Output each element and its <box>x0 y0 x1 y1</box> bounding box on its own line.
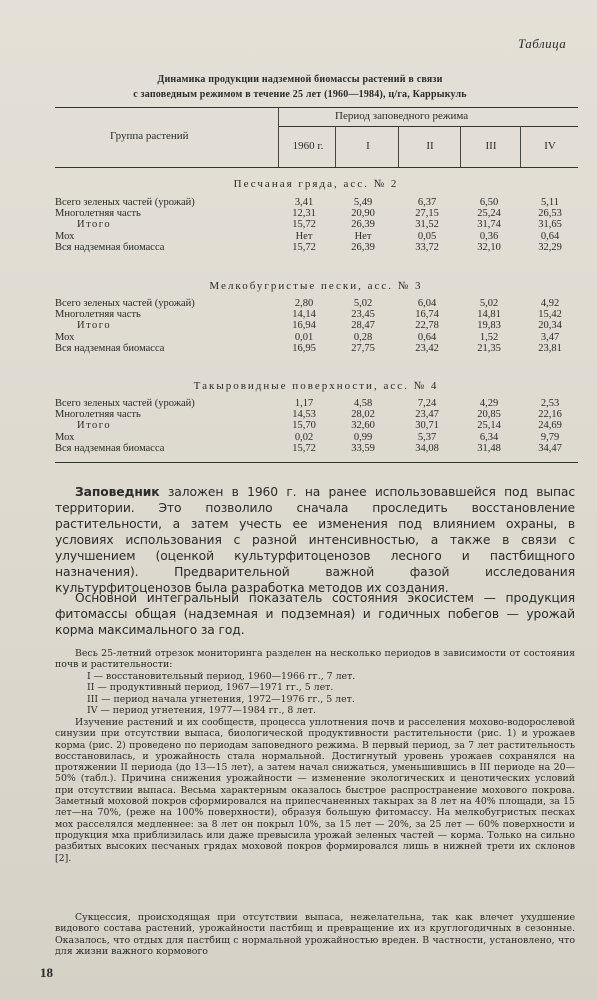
header-divider <box>335 126 336 167</box>
cell: 2,53 <box>540 398 560 409</box>
row-label: Мох <box>55 431 75 443</box>
column-header-III: III <box>485 140 497 152</box>
cell: Нет <box>354 230 372 242</box>
bold-term: Заповедник <box>75 485 160 499</box>
cell: 5,02 <box>479 298 499 309</box>
cell: 12,31 <box>292 208 316 220</box>
row-label: Многолетняя часть <box>55 409 141 421</box>
caption-line-2: с заповедным режимом в течение 25 лет (1960—1984), ц/га, Каррыкуль <box>133 89 467 100</box>
cell: 26,39 <box>351 219 375 231</box>
cell: 16,94 <box>292 320 316 332</box>
row-label: Итого <box>77 420 112 432</box>
cell: 0,36 <box>479 230 499 242</box>
table-tag: Таблица <box>518 36 567 51</box>
header-divider <box>520 126 521 167</box>
table-bottom-rule <box>55 462 578 463</box>
cell: 0,64 <box>540 230 560 242</box>
cell: 30,71 <box>415 420 439 432</box>
cell: 6,04 <box>417 298 437 309</box>
body-paragraph <box>55 484 575 596</box>
cell: 32,29 <box>538 241 562 253</box>
header-divider <box>460 126 461 167</box>
cell: 23,81 <box>538 342 562 354</box>
column-header-1960: 1960 г. <box>292 140 324 152</box>
row-label: Многолетняя часть <box>55 208 141 220</box>
cell: 6,50 <box>479 197 499 208</box>
header-divider <box>278 107 279 167</box>
cell: 15,42 <box>538 309 562 321</box>
cell: 21,35 <box>477 342 501 354</box>
table-row <box>55 309 575 320</box>
cell: 0,64 <box>417 331 437 343</box>
cell: 28,47 <box>351 320 375 332</box>
section-title: Мелкобугристые пески, асс. № 3 <box>209 280 423 292</box>
list-item: III — период начала угнетения, 1972—1976 гг., 5 лет. <box>87 693 355 705</box>
cell: 23,45 <box>351 309 375 321</box>
cell: 23,42 <box>415 342 439 354</box>
cell: 27,75 <box>351 342 375 354</box>
row-label: Вся надземная биомасса <box>55 241 165 253</box>
table-row <box>55 197 575 208</box>
cell: 34,08 <box>415 442 439 454</box>
period-list <box>55 671 575 716</box>
paragraph-text: заложен в 1960 г. на ранее использовавшейся под выпас территории. Это позволило сначала проследить восстановление растительности, а затем учесть ее изменения под влиянием охраны, в условиях использования с разной интенсивностью, а также в связи с улучшением (оценкой культурфитоценозов лесного и пастбищного назначения). Предварительной важной фазой исследования культурфитоценозов была разработка методов их создания. <box>55 485 575 595</box>
small-paragraph: Изучение растений и их сообществ, процесса уплотнения почв и расселения мохово-водорослевой синузии при отсутствии выпаса, биологической продуктивности растительности (рис. 1) и урожаев корма (рис. 2) проведено по периодам заповедного режима. В первый период, за 7 лет растительность восстановилась, и урожайность стала нормальной. Достигнутый уровень урожаев сохранялся на протяжении II периода (до 13—15 лет), а затем начал снижаться, уменьшившись в III периоде на 20—50% (табл.). Причина снижения урожайности — изменение экологических и ценотических условий при отсутствии выпаса. Весьма характерным оказалось быстрое распространение мохового покрова. Заметный моховой покров сформировался на припесчаненных такырах за 8 лет на 40% площади, за 15 лет—на 70%, (реже на 100% поверхности), образуя большую фитомассу. На мелкобугристых песках мох расселялся медленнее: за 8 лет он покрыл 10%, за 15 лет — 20%, за 25 лет — 60% поверхности и продукция мха приблизилась или даже превысила урожай зеленых частей — корма. Только на сильно разбитых высоких песчаных грядах моховой покров формировался лишь в нижней трети их склонов [2]. <box>55 717 575 864</box>
cell: 31,74 <box>477 219 501 231</box>
cell: 25,14 <box>477 420 501 432</box>
list-item: I — восстановительный период, 1960—1966 гг., 7 лет. <box>87 671 356 682</box>
cell: 5,11 <box>541 197 559 208</box>
cell: 15,72 <box>292 241 316 253</box>
row-label: Всего зеленых частей (урожай) <box>55 398 195 409</box>
table-row <box>55 398 575 409</box>
table-row <box>55 208 575 219</box>
cell: 33,72 <box>415 241 439 253</box>
column-header-period: Период заповедного режима <box>335 110 469 122</box>
cell: 3,47 <box>540 331 560 343</box>
cell: 26,39 <box>351 241 375 253</box>
caption-line-1: Динамика продукции надземной биомассы растений в связи <box>157 74 443 85</box>
cell: 3,41 <box>294 197 314 208</box>
row-label: Всего зеленых частей (урожай) <box>55 298 195 309</box>
cell: 31,52 <box>415 219 439 231</box>
cell: 15,72 <box>292 219 316 231</box>
cell: 5,49 <box>353 197 373 208</box>
cell: 25,24 <box>477 208 501 220</box>
cell: 34,47 <box>538 442 562 454</box>
cell: 2,80 <box>294 298 314 309</box>
cell: 32,60 <box>351 420 375 432</box>
cell: 0,99 <box>353 431 373 443</box>
cell: 0,01 <box>294 331 314 343</box>
row-label: Итого <box>77 219 112 231</box>
cell: 14,81 <box>477 309 501 321</box>
small-paragraph: Весь 25-летний отрезок мониторинга разделен на несколько периодов в зависимости от состояния почв и растительности: <box>55 648 575 671</box>
table-row <box>55 409 575 420</box>
cell: 23,47 <box>415 409 439 421</box>
section-rows <box>55 298 575 354</box>
section-rows <box>55 398 575 454</box>
cell: 24,69 <box>538 420 562 432</box>
period-rule <box>278 126 578 127</box>
cell: 6,37 <box>417 197 437 208</box>
cell: 22,78 <box>415 320 439 332</box>
cell: 19,83 <box>477 320 501 332</box>
column-header-I: I <box>366 140 370 152</box>
cell: Нет <box>295 230 313 242</box>
cell: 0,28 <box>353 331 373 343</box>
small-paragraph: Сукцессия, происходящая при отсутствии выпаса, нежелательна, так как влечет ухудшение видового состава растений, урожайности пастбищ и превращение их из круглогодичных в сезонные. Оказалось, что отдых для пастбищ с нормальной урожайностью вреден. В частности, установлено, что для жизни важного кормового <box>55 912 575 957</box>
row-label: Вся надземная биомасса <box>55 342 165 354</box>
row-label: Мох <box>55 230 75 242</box>
cell: 20,85 <box>477 409 501 421</box>
row-label: Многолетняя часть <box>55 309 141 321</box>
list-item: II — продуктивный период, 1967—1971 гг., 5 лет. <box>87 682 334 694</box>
cell: 5,37 <box>417 431 437 443</box>
table-row <box>55 343 575 354</box>
cell: 31,65 <box>538 219 562 231</box>
column-header-II: II <box>426 140 434 152</box>
table-header-bottom-rule <box>55 167 578 168</box>
cell: 5,02 <box>353 298 373 309</box>
cell: 31,48 <box>477 442 501 454</box>
table-caption <box>40 72 560 102</box>
column-header-IV: IV <box>544 140 556 152</box>
table-row <box>55 332 575 343</box>
table-row <box>55 420 575 431</box>
cell: 15,72 <box>292 442 316 454</box>
cell: 16,95 <box>292 342 316 354</box>
cell: 9,79 <box>540 431 560 443</box>
table-row <box>55 219 575 230</box>
table-row <box>55 320 575 331</box>
table-row <box>55 298 575 309</box>
table-row <box>55 432 575 443</box>
section-title: Такыровидные поверхности, асс. № 4 <box>193 380 439 392</box>
row-label: Всего зеленых частей (урожай) <box>55 197 195 208</box>
cell: 1,52 <box>479 331 499 343</box>
row-label: Мох <box>55 331 75 343</box>
row-label: Вся надземная биомасса <box>55 442 165 454</box>
cell: 16,74 <box>415 309 439 321</box>
page-number: 18 <box>40 965 53 980</box>
cell: 4,92 <box>540 298 560 309</box>
cell: 0,02 <box>294 431 314 443</box>
cell: 4,29 <box>479 398 499 409</box>
cell: 14,14 <box>292 309 316 321</box>
cell: 26,53 <box>538 208 562 220</box>
cell: 33,59 <box>351 442 375 454</box>
section-title: Песчаная гряда, асс. № 2 <box>233 178 399 190</box>
header-divider <box>398 126 399 167</box>
cell: 27,15 <box>415 208 439 220</box>
column-header-group: Группа растений <box>110 130 189 142</box>
list-item: IV — период угнетения, 1977—1984 гг., 8 лет. <box>87 704 317 716</box>
section-rows <box>55 197 575 253</box>
cell: 0,05 <box>417 230 437 242</box>
cell: 20,34 <box>538 320 562 332</box>
table-row <box>55 231 575 242</box>
cell: 15,70 <box>292 420 316 432</box>
cell: 7,24 <box>417 398 437 409</box>
row-label: Итого <box>77 320 112 332</box>
cell: 20,90 <box>351 208 375 220</box>
table-row <box>55 443 575 454</box>
cell: 28,02 <box>351 409 375 421</box>
cell: 6,34 <box>479 431 499 443</box>
cell: 32,10 <box>477 241 501 253</box>
cell: 4,58 <box>353 398 373 409</box>
table-row <box>55 242 575 253</box>
cell: 1,17 <box>294 398 314 409</box>
table-top-rule <box>55 107 578 108</box>
cell: 22,16 <box>538 409 562 421</box>
cell: 14,53 <box>292 409 316 421</box>
body-paragraph: Основной интегральный показатель состояния экосистем — продукция фитомассы общая (надземная и подземная) и годичных побегов — урожай корма максимального за год. <box>55 591 575 637</box>
